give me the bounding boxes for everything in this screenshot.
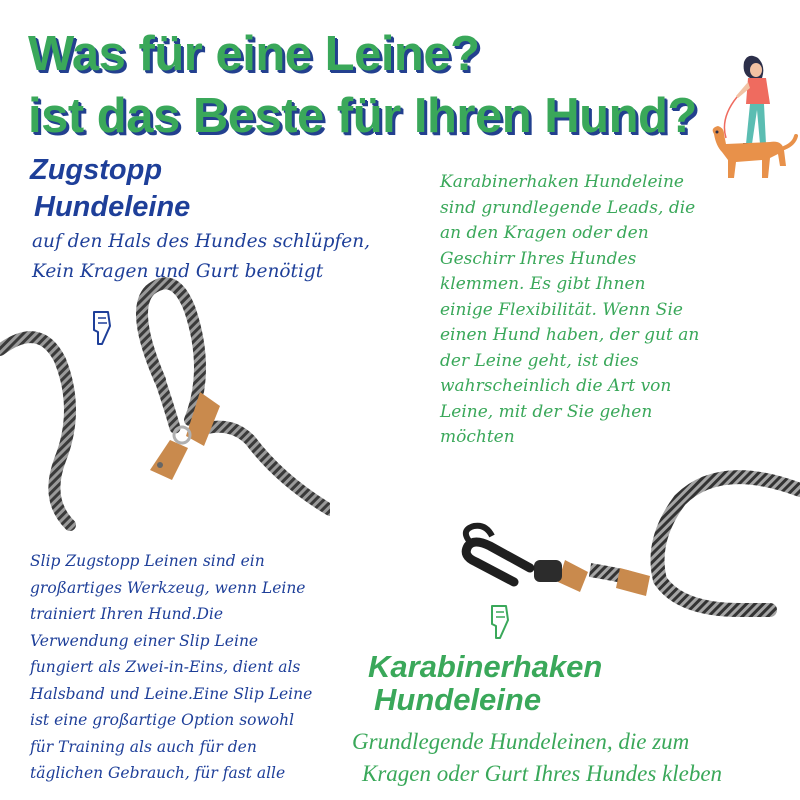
text-line: möchten [440,427,515,447]
text-line: Verwendung einer Slip Leine [30,631,259,650]
carabiner-leash-subtitle-line-2: Kragen oder Gurt Ihres Hundes kleben [362,761,723,786]
text-line: der Leine geht, ist dies [440,350,639,371]
text-line: sind grundlegende Leads, die [440,197,696,218]
carabiner-leash-image [440,450,800,630]
text-line: Slip Zugstopp Leinen sind ein [30,552,265,570]
text-line: für Training als auch für den [30,737,257,756]
text-line: täglichen Gebrauch, für fast alle [30,764,286,782]
text-line: trainiert Ihren Hund.Die [30,605,224,623]
woman-walking-dog-icon [700,48,800,188]
carabiner-leash-subtitle-line-1: Grundlegende Hundeleinen, die zum [352,729,690,754]
text-line: klemmen. Es gibt Ihnen [440,274,646,294]
slip-leash-title-line-2: Hundeleine [34,191,191,223]
headline-line-2: ist das Beste für Ihren Hund? [28,89,697,143]
carabiner-leash-title-line-2: Hundeleine [374,682,542,717]
slip-leash-subtitle-line-2: Kein Kragen und Gurt benötigt [32,261,324,282]
carabiner-leash-description [440,170,760,451]
text-line: Halsband und Leine.Eine Slip Leine [30,684,313,703]
slip-leash-title-line-1: Zugstopp [30,154,163,186]
text-line: an den Kragen oder den [440,223,649,243]
text-line: Leine, mit der Sie gehen [440,401,653,422]
text-line: ist eine großartige Option sowohl [30,711,295,729]
text-line: wahrscheinlich die Art von [440,376,672,396]
text-line: einige Flexibilität. Wenn Sie [440,299,683,320]
text-line: einen Hund haben, der gut an [440,325,700,345]
text-line: großartiges Werkzeug, wenn Leine [30,578,306,597]
slip-leash-subtitle-line-1: auf den Hals des Hundes schlüpfen, [32,231,371,252]
carabiner-leash-title-line-1: Karabinerhaken [368,649,603,684]
text-line: fungiert als Zwei-in-Eins, dient als [30,658,301,676]
slip-leash-image [0,270,330,550]
text-line: Karabinerhaken Hundeleine [440,172,684,192]
text-line: Geschirr Ihres Hundes [440,248,637,269]
headline-line-1: Was für eine Leine? [28,27,480,81]
pointing-hand-down-icon [486,604,512,640]
slip-leash-description [30,548,330,787]
